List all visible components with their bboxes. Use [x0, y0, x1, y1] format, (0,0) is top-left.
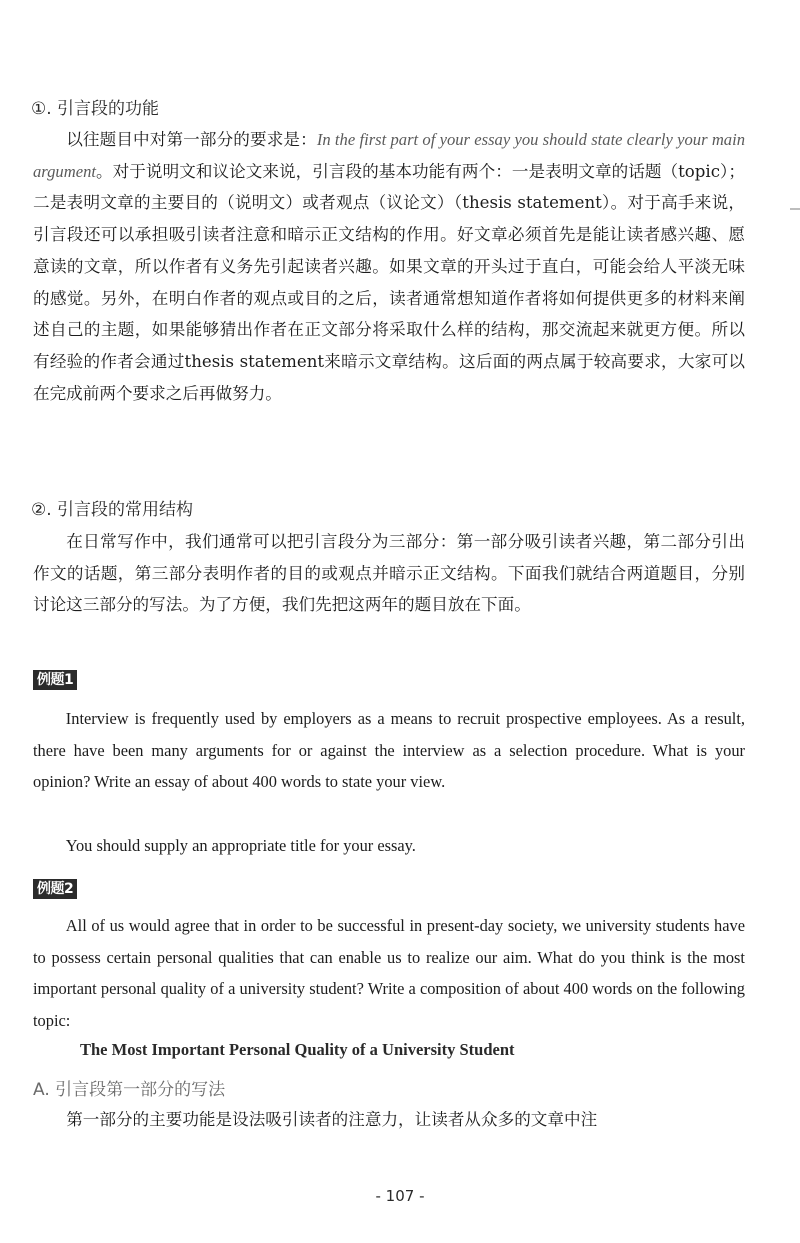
section1-rest: 。对于说明文和议论文来说，引言段的基本功能有两个：一是表明文章的话题（topic）；二是表明文章的主要目的（说明文）或者观点（议论文）（thesis statement）。对于高手来说，引言段还可以承担吸引读者注意和暗示正文结构的作用。好文章必须首先是能让读者感兴趣、愿意读的文章，所以作者有义务先引起读者兴趣。如果文章的开头过于直白，可能会给人平淡无味的感觉。另外，在明白作者的观点或目的之后，读者通常想知道作者将如何提供更多的材料来阐述自己的主题，如果能够猜出作者在正文部分将采取什么样的结构，那交流起来就更方便。所以有经验的作者会通过thesis statement来暗示文章结构。这后面的两点属于较高要求，大家可以在完成前两个要求之后再做努力。 — [33, 161, 745, 403]
section1-lead: 以往题目中对第一部分的要求是： — [66, 130, 317, 149]
example1-instruction: You should supply an appropriate title for your essay. — [65, 836, 416, 855]
example2-topic-title: The Most Important Personal Quality of a University Student — [80, 1040, 515, 1059]
example1-badge: 例题1 — [33, 670, 77, 690]
section1-heading: ①. 引言段的功能 — [31, 99, 160, 119]
example2-badge: 例题2 — [33, 879, 77, 899]
example2-prompt: All of us would agree that in order to be successful in present-day society, we university students have to possess certain personal qualities that can enable us to realize our aim. What do you think is the most important personal quality of a university student? Write a composition of about 400 words on the following topic: — [33, 916, 745, 1031]
sectionA-paragraph: 第一部分的主要功能是设法吸引读者的注意力，让读者从众多的文章中注 — [66, 1110, 598, 1129]
sectionA-heading: A. 引言段第一部分的写法 — [33, 1080, 226, 1100]
section1-quote: In the first part of your essay you should state clearly your main argument — [33, 130, 746, 181]
section2-paragraph: 在日常写作中，我们通常可以把引言段分为三部分：第一部分吸引读者兴趣，第二部分引出作文的话题，第三部分表明作者的目的或观点并暗示正文结构。下面我们就结合两道题目，分别讨论这三部分的写法。为了方便，我们先把这两年的题目放在下面。 — [33, 532, 745, 615]
section1-paragraph — [33, 124, 745, 409]
scan-edge-mark — [790, 208, 800, 210]
section2-heading: ②. 引言段的常用结构 — [31, 500, 194, 520]
page-number: - 107 - — [375, 1187, 425, 1205]
example1-prompt: Interview is frequently used by employers as a means to recruit prospective employees. As a result, there have been many arguments for or against the interview as a selection procedure. What is your opinion? Write an essay of about 400 words to state your view. — [33, 709, 745, 792]
